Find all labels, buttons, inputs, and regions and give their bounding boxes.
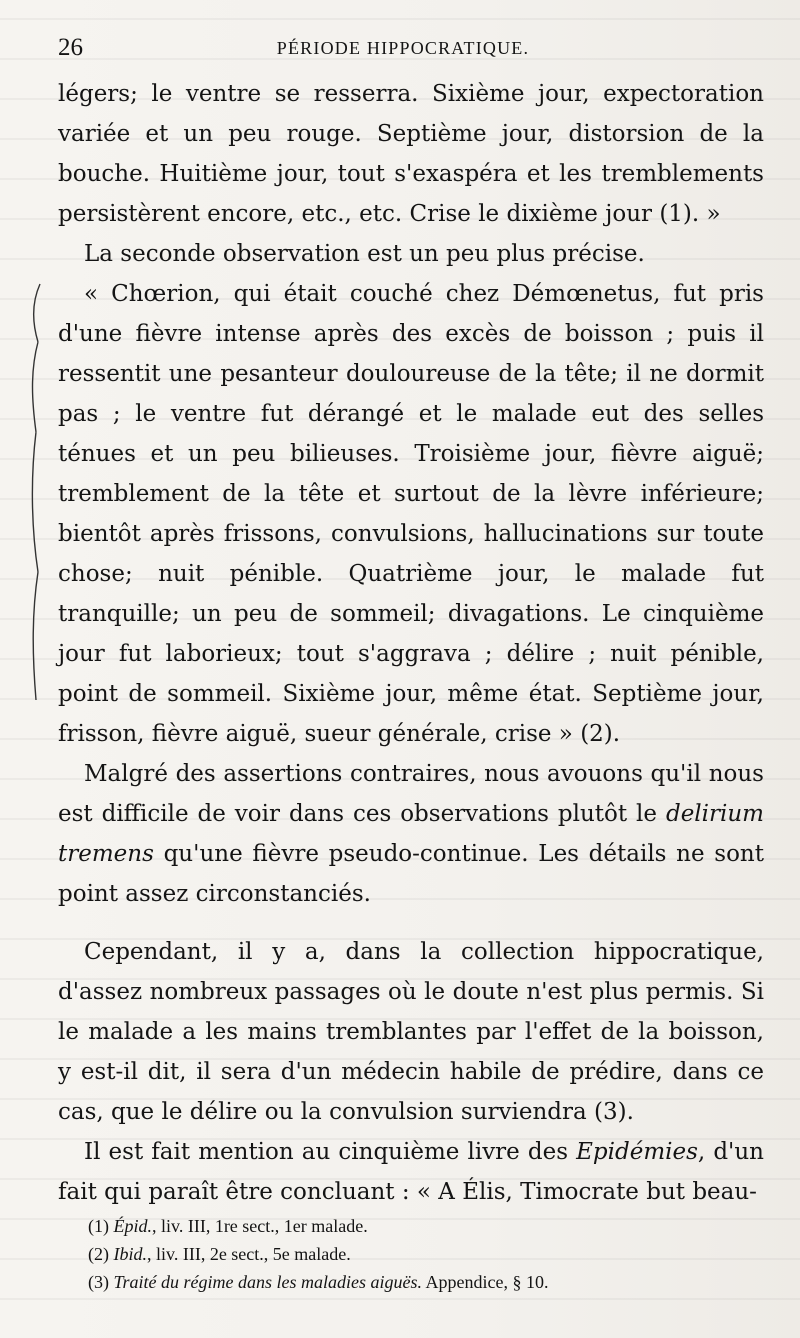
paragraph-4 xyxy=(58,754,764,914)
paragraph-1: légers; le ventre se resserra. Sixième jour, expectoration variée et un peu rouge. Septième jour, distorsion de la bouche. Huitième jour, tout s'exaspéra et les tremblements persistèrent encore, etc., etc. Crise le dixième jour (1). » xyxy=(58,81,764,227)
footnote-2-italic: Ibid. xyxy=(113,1244,147,1264)
paragraph-4-text-b: qu'une fièvre pseudo-continue. Les détails ne sont point assez circonstanciés. xyxy=(58,841,764,907)
paragraph-6-text-b: , d'un fait qui paraît être concluant : « A Élis, Timocrate but beau- xyxy=(58,1139,764,1205)
running-head: PÉRIODE HIPPOCRATIQUE. xyxy=(276,38,530,58)
footnote-1-text: , liv. III, 1re sect., 1er malade. xyxy=(152,1216,368,1236)
paragraph-3: « Chœrion, qui était couché chez Démœnetus, fut pris d'une fièvre intense après des excès de boisson ; puis il ressentit une pesanteur douloureuse de la tête; il ne dormit pas ; le ventre fut dérangé et le malade eut des selles ténues et un peu bilieuses. Troisième jour, fièvre aiguë; tremblement de la tête et surtout de la lèvre inférieure; bientôt après frissons, convulsions, hallucinations sur toute chose; nuit pénible. Quatrième jour, le malade fut tranquille; un peu de sommeil; divagations. Le cinquième jour fut laborieux; tout s'aggrava ; délire ; nuit pénible, point de sommeil. Sixième jour, même état. Septième jour, frisson, fièvre aiguë, sueur générale, crise » (2). xyxy=(58,281,764,747)
paragraph-6 xyxy=(58,1132,764,1212)
footnote-1-italic: Épid. xyxy=(113,1216,152,1236)
footnotes xyxy=(88,1212,764,1296)
footnote-2-text: , liv. III, 2e sect., 5e malade. xyxy=(147,1244,351,1264)
paragraph-6-text-a: Il est fait mention au cinquième livre des xyxy=(84,1139,577,1165)
footnote-3 xyxy=(88,1268,764,1296)
margin-bracket xyxy=(26,282,44,702)
page-number: 26 xyxy=(58,34,83,61)
body-text xyxy=(58,74,764,1212)
paragraph-4-text-a: Malgré des assertions contraires, nous avouons qu'il nous est difficile de voir dans ces observations plutôt le xyxy=(58,761,764,827)
footnote-3-number: (3) xyxy=(88,1272,109,1292)
paragraph-5: Cependant, il y a, dans la collection hippocratique, d'assez nombreux passages où le doute n'est plus permis. Si le malade a les mains tremblantes par l'effet de la boisson, y est-il dit, il sera d'un médecin habile de prédire, dans ce cas, que le délire ou la convulsion surviendra (3). xyxy=(58,939,764,1125)
footnote-2 xyxy=(88,1240,764,1268)
footnote-1-number: (1) xyxy=(88,1216,109,1236)
footnote-3-text: Appendice, § 10. xyxy=(422,1272,549,1292)
footnote-1 xyxy=(88,1212,764,1240)
paragraph-6-italic: Epidémies xyxy=(576,1139,698,1165)
footnote-3-italic: Traité du régime dans les maladies aiguës. xyxy=(113,1272,422,1292)
footnote-2-number: (2) xyxy=(88,1244,109,1264)
paragraph-4-italic: delirium tremens xyxy=(58,801,764,867)
paragraph-2: La seconde observation est un peu plus précise. xyxy=(84,241,645,267)
page-header xyxy=(58,34,748,64)
